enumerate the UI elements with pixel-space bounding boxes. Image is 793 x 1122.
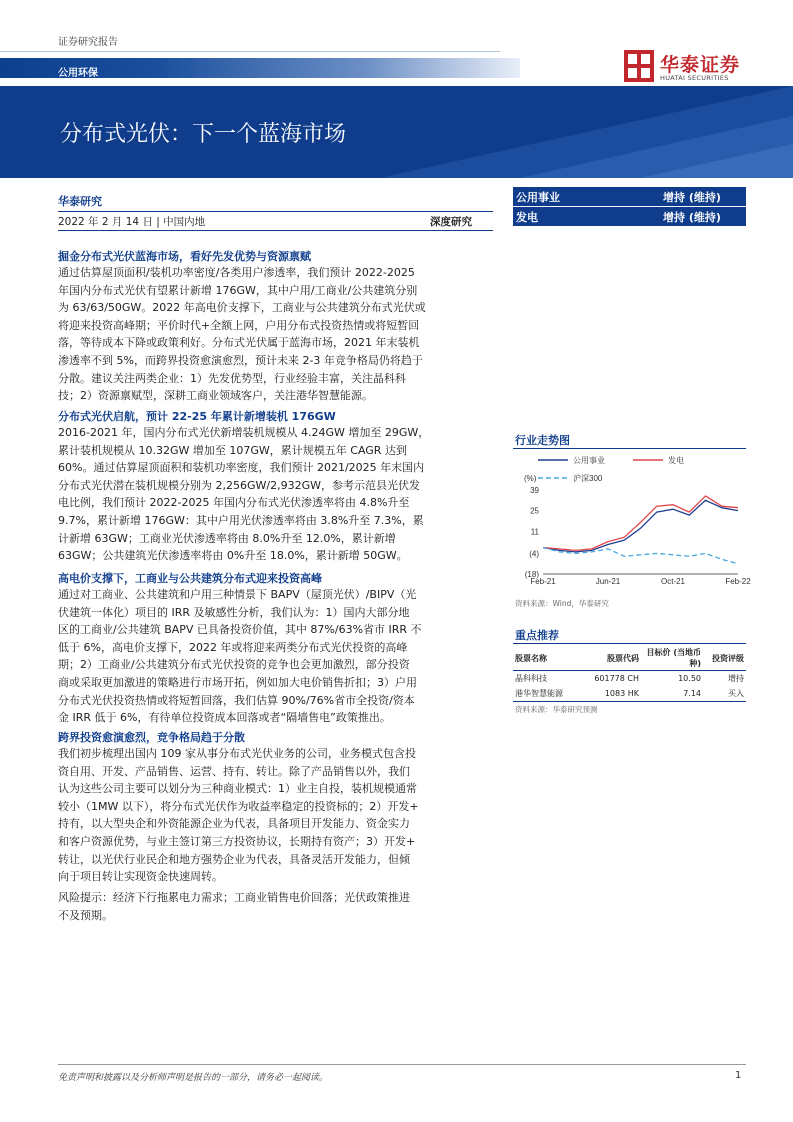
legend-label: 发电 bbox=[668, 456, 684, 465]
chart-xtick-label: Feb-22 bbox=[725, 577, 751, 586]
stock-rating: 买入 bbox=[728, 689, 744, 698]
picks-header: 目标价 (当地币种) bbox=[646, 648, 701, 668]
report-date: 2022 年 2 月 14 日 bbox=[58, 216, 153, 228]
chart-xtick-label: Feb-21 bbox=[530, 577, 556, 586]
footer-disclaimer: 免责声明和披露以及分析师声明是报告的一部分，请务必一起阅读。 bbox=[58, 1073, 329, 1083]
header-divider bbox=[0, 51, 500, 52]
target-price: 7.14 bbox=[683, 689, 701, 698]
logo-icon bbox=[624, 50, 654, 82]
picks-divider bbox=[513, 643, 746, 644]
section-title: 高电价支撑下，工商业与公共建筑分布式迎来投资高峰 bbox=[58, 572, 322, 585]
rating-row bbox=[513, 187, 746, 206]
target-price: 10.50 bbox=[678, 674, 701, 683]
picks-header: 股票代码 bbox=[607, 653, 639, 663]
meta-divider bbox=[58, 211, 493, 212]
section-title: 分布式光伏启航，预计 22-25 年累计新增装机 176GW bbox=[58, 410, 336, 423]
rating-value: 增持 (维持) bbox=[663, 191, 721, 204]
picks-header: 投资评级 bbox=[712, 653, 744, 663]
report-type: 深度研究 bbox=[430, 216, 472, 228]
org-name: 华泰研究 bbox=[58, 195, 102, 208]
table-row bbox=[513, 671, 746, 687]
rating-industry: 发电 bbox=[516, 211, 538, 224]
section-body: 我们初步梳理出国内 109 家从事分布式光伏业务的公司，业务模式包含投 资自用、开发、产品销售、运营、持有、转让。除了产品销售以外，我们 认为这些公司主要可以划分为三种商业模式：1）业主自投，装机规模通常 较小（1MW 以下），将分布式光伏作为收益率稳定的投资标的；2）开发+ 持有，以大型央企和外资能源企业为代表，具备项目开发能力、资金实力 和客户资源优势，与业主签订第三方投资协议，长期持有资产；3）开发+ 转让，以光伏行业民企和地方强势企业为代表，具备灵活开发能力，但倾 向于项目转让实现资金快速周转。 bbox=[58, 747, 419, 884]
chart-ytick-label: 11 bbox=[530, 527, 539, 537]
legend-label: 沪深300 bbox=[573, 474, 603, 483]
chart-ytick-label: (18) bbox=[524, 570, 539, 579]
report-date-region: 2022 年 2 月 14 日 | 中国内地 bbox=[58, 216, 206, 228]
trend-source: 资料来源：Wind，华泰研究 bbox=[515, 599, 609, 608]
stock-name: 港华智慧能源 bbox=[515, 689, 563, 698]
meta-bottom-divider bbox=[58, 230, 493, 231]
trend-title: 行业走势图 bbox=[515, 434, 570, 447]
chart-xtick-label: Oct-21 bbox=[660, 577, 686, 586]
section-body: 通过对工商业、公共建筑和户用三种情景下 BAPV（屋顶光伏）/BIPV（光 伏建筑一体化）项目的 IRR 及敏感性分析，我们认为：1）国内大部分地 区的工商业/公共建筑 BAPV 已具备投资价值，其中 87%/63%省市 IRR 不 低于 6%，高电价支撑下，2022 年或将迎来两类分布式光伏投资的高峰 期；2）工商业/公共建筑分布式光伏投资的竞争也会更加激烈，部分投资 商或采取更加激进的策略进行市场开拓，例如加大电价销售折扣；3）户用 分布式光伏投资热情或将短暂回落，我们估算 90%/76%省市全投资/资本 金 IRR 低于 6%，有待单位投资成本回落或者“隔墙售电”政策推出。 bbox=[58, 588, 422, 725]
section-body: 通过估算屋顶面积/装机功率密度/各类用户渗透率，我们预计 2022-2025 年国内分布式光伏有望累计新增 176GW，其中户用/工商业/公共建筑分别 为 63/63/50GW。2022 年高电价支撑下，工商业与公共建筑分布式光伏或 将迎来投资高峰期；平价时代+全额上网，户用分布式投资热情或将短暂回 落，等待成本下降或政策利好。分布式光伏属于蓝海市场，2021 年末装机 渗透率不到 5%，而跨界投资愈演愈烈，预计未来 2-3 年竞争格局仍将趋于 分散。建议关注两类企业：1）先发优势型，行业经验丰富，关注晶科科 技；2）资源禀赋型，深耕工商业领域客户，关注港华智慧能源。 bbox=[58, 266, 426, 403]
legend-label: 公用事业 bbox=[573, 456, 605, 465]
trend-chart-svg bbox=[513, 450, 751, 596]
doc-type: 证券研究报告 bbox=[58, 37, 118, 48]
logo-text: 华泰证券 bbox=[660, 54, 741, 76]
stock-rating: 增持 bbox=[728, 674, 744, 683]
trend-chart bbox=[513, 450, 751, 596]
footer-divider bbox=[58, 1064, 746, 1065]
section-title: 掘金分布式光伏蓝海市场，看好先发优势与资源禀赋 bbox=[58, 250, 311, 263]
sector-label: 公用环保 bbox=[58, 68, 98, 79]
series-line bbox=[543, 496, 738, 551]
page-number: 1 bbox=[735, 1070, 742, 1081]
chart-xtick-label: Jun-21 bbox=[595, 577, 621, 586]
stock-name: 晶科科技 bbox=[515, 674, 547, 683]
rating-value: 增持 (维持) bbox=[663, 211, 721, 224]
logo-subtext: HUATAI SECURITIES bbox=[660, 74, 729, 82]
stock-code: 601778 CH bbox=[594, 674, 639, 683]
picks-table bbox=[513, 646, 746, 702]
section-title: 跨界投资愈演愈烈，竞争格局趋于分散 bbox=[58, 731, 245, 744]
picks-source: 资料来源：华泰研究预测 bbox=[515, 705, 598, 714]
table-row bbox=[513, 686, 746, 702]
chart-ytick-label: (4) bbox=[529, 549, 539, 559]
chart-unit-label: (%) bbox=[524, 474, 537, 483]
picks-title: 重点推荐 bbox=[515, 629, 559, 642]
section-body: 2016-2021 年，国内分布式光伏新增装机规模从 4.24GW 增加至 29GW， 累计装机规模从 10.32GW 增加至 107GW，累计规模五年 CAGR 达到 60%。通过估算屋顶面积和装机功率密度，我们预计 2021/2025 年末国内 分布式光伏潜在装机规模分别为 2,256GW/2,932GW，参考示范县光伏发 电比例，我们预计 2022-2025 年国内分布式光伏渗透率将由 4.8%升至 9.7%，累计新增 176GW：其中户用光伏渗透率将由 3.8%升至 7.3%，累 计新增 63GW；工商业光伏渗透率将由 8.0%升至 12.0%，累计新增 63GW；公共建筑光伏渗透率将由 0%升至 18.0%，累计新增 50GW。 bbox=[58, 426, 430, 563]
series-line bbox=[543, 500, 738, 552]
chart-ytick-label: 39 bbox=[530, 486, 539, 495]
report-region: 中国内地 bbox=[163, 216, 206, 228]
report-title: 分布式光伏：下一个蓝海市场 bbox=[60, 122, 347, 147]
rating-row bbox=[513, 207, 746, 226]
chart-ytick-label: 25 bbox=[530, 506, 539, 516]
picks-header: 股票名称 bbox=[515, 653, 547, 663]
risk-warning: 风险提示：经济下行拖累电力需求；工商业销售电价回落；光伏政策推进 不及预期。 bbox=[58, 891, 410, 922]
stock-code: 1083 HK bbox=[604, 689, 639, 698]
rating-industry: 公用事业 bbox=[516, 191, 560, 204]
trend-divider bbox=[513, 448, 746, 449]
